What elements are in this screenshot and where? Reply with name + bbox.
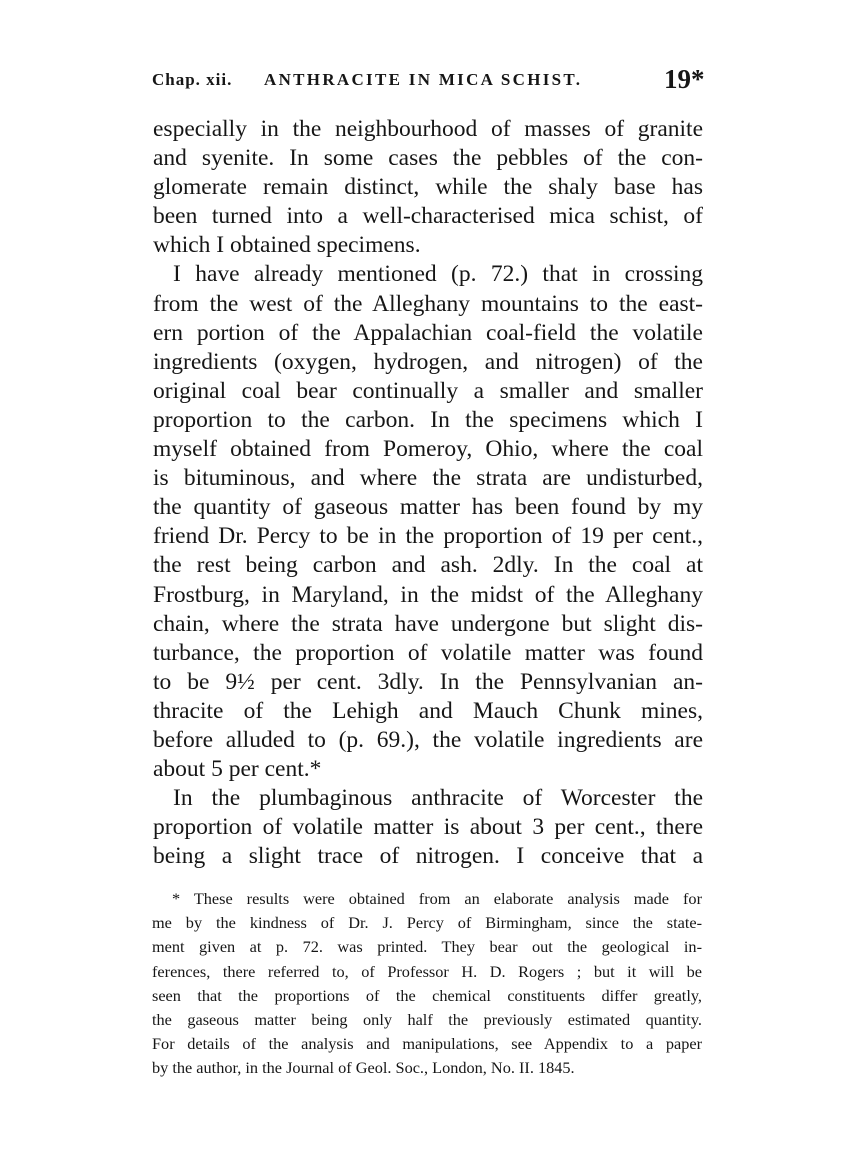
body-line: proportion to the carbon. In the specimens which I xyxy=(153,406,703,433)
page-number: 19* xyxy=(664,64,705,94)
body-line: ern portion of the Appalachian coal-field the volatile xyxy=(153,319,703,346)
body-line: thracite of the Lehigh and Mauch Chunk mines, xyxy=(153,697,703,724)
body-line: chain, where the strata have undergone but slight dis- xyxy=(153,610,703,637)
body-line: to be 9½ per cent. 3dly. In the Pennsylvanian an- xyxy=(153,668,703,695)
footnote xyxy=(152,887,702,1081)
footnote-line: by the author, in the Journal of Geol. Soc., London, No. II. 1845. xyxy=(152,1058,575,1078)
body-line: is bituminous, and where the strata are undisturbed, xyxy=(153,465,703,492)
body-line: Frostburg, in Maryland, in the midst of the Alleghany xyxy=(153,581,703,608)
body-line: the quantity of gaseous matter has been found by my xyxy=(153,494,703,521)
body-line: which I obtained specimens. xyxy=(153,232,421,259)
running-title: ANTHRACITE IN MICA SCHIST. xyxy=(264,70,583,89)
footnote-line: * These results were obtained from an elaborate analysis made for xyxy=(172,889,702,908)
footnote-line: me by the kindness of Dr. J. Percy of Birmingham, since the state- xyxy=(152,913,702,933)
body-line: turbance, the proportion of volatile matter was found xyxy=(153,639,703,666)
body-line: friend Dr. Percy to be in the proportion of 19 per cent., xyxy=(153,523,703,550)
footnote-line: the gaseous matter being only half the previously estimated quantity. xyxy=(152,1009,702,1029)
body-text xyxy=(153,115,703,871)
body-line: I have already mentioned (p. 72.) that in crossing xyxy=(173,261,703,288)
body-line: about 5 per cent.* xyxy=(153,756,322,783)
body-line: the rest being carbon and ash. 2dly. In the coal at xyxy=(153,552,703,579)
body-line: glomerate remain distinct, while the shaly base has xyxy=(153,174,703,201)
body-line: and syenite. In some cases the pebbles of the con- xyxy=(153,145,703,172)
body-line: from the west of the Alleghany mountains to the east- xyxy=(153,290,703,317)
footnote-line: ment given at p. 72. was printed. They bear out the geological in- xyxy=(152,937,702,957)
footnote-line: ferences, there referred to, of Professor H. D. Rogers ; but it will be xyxy=(152,961,702,981)
body-line: proportion of volatile matter is about 3 per cent., there xyxy=(153,814,703,841)
footnote-line: For details of the analysis and manipulations, see Appendix to a paper xyxy=(152,1034,702,1054)
body-line: especially in the neighbourhood of masses of granite xyxy=(153,116,703,142)
body-line: being a slight trace of nitrogen. I conceive that a xyxy=(153,843,703,870)
chapter-label: Chap. xii. xyxy=(152,70,233,89)
body-line: ingredients (oxygen, hydrogen, and nitrogen) of the xyxy=(153,348,703,375)
body-line: been turned into a well-characterised mica schist, of xyxy=(153,203,703,230)
body-line: before alluded to (p. 69.), the volatile ingredients are xyxy=(153,726,703,753)
body-line: myself obtained from Pomeroy, Ohio, where the coal xyxy=(153,436,703,463)
body-line: In the plumbaginous anthracite of Worcester the xyxy=(173,785,703,812)
body-line: original coal bear continually a smaller and smaller xyxy=(153,377,703,404)
footnote-line: seen that the proportions of the chemical constituents differ greatly, xyxy=(152,985,702,1005)
running-header xyxy=(152,64,712,100)
